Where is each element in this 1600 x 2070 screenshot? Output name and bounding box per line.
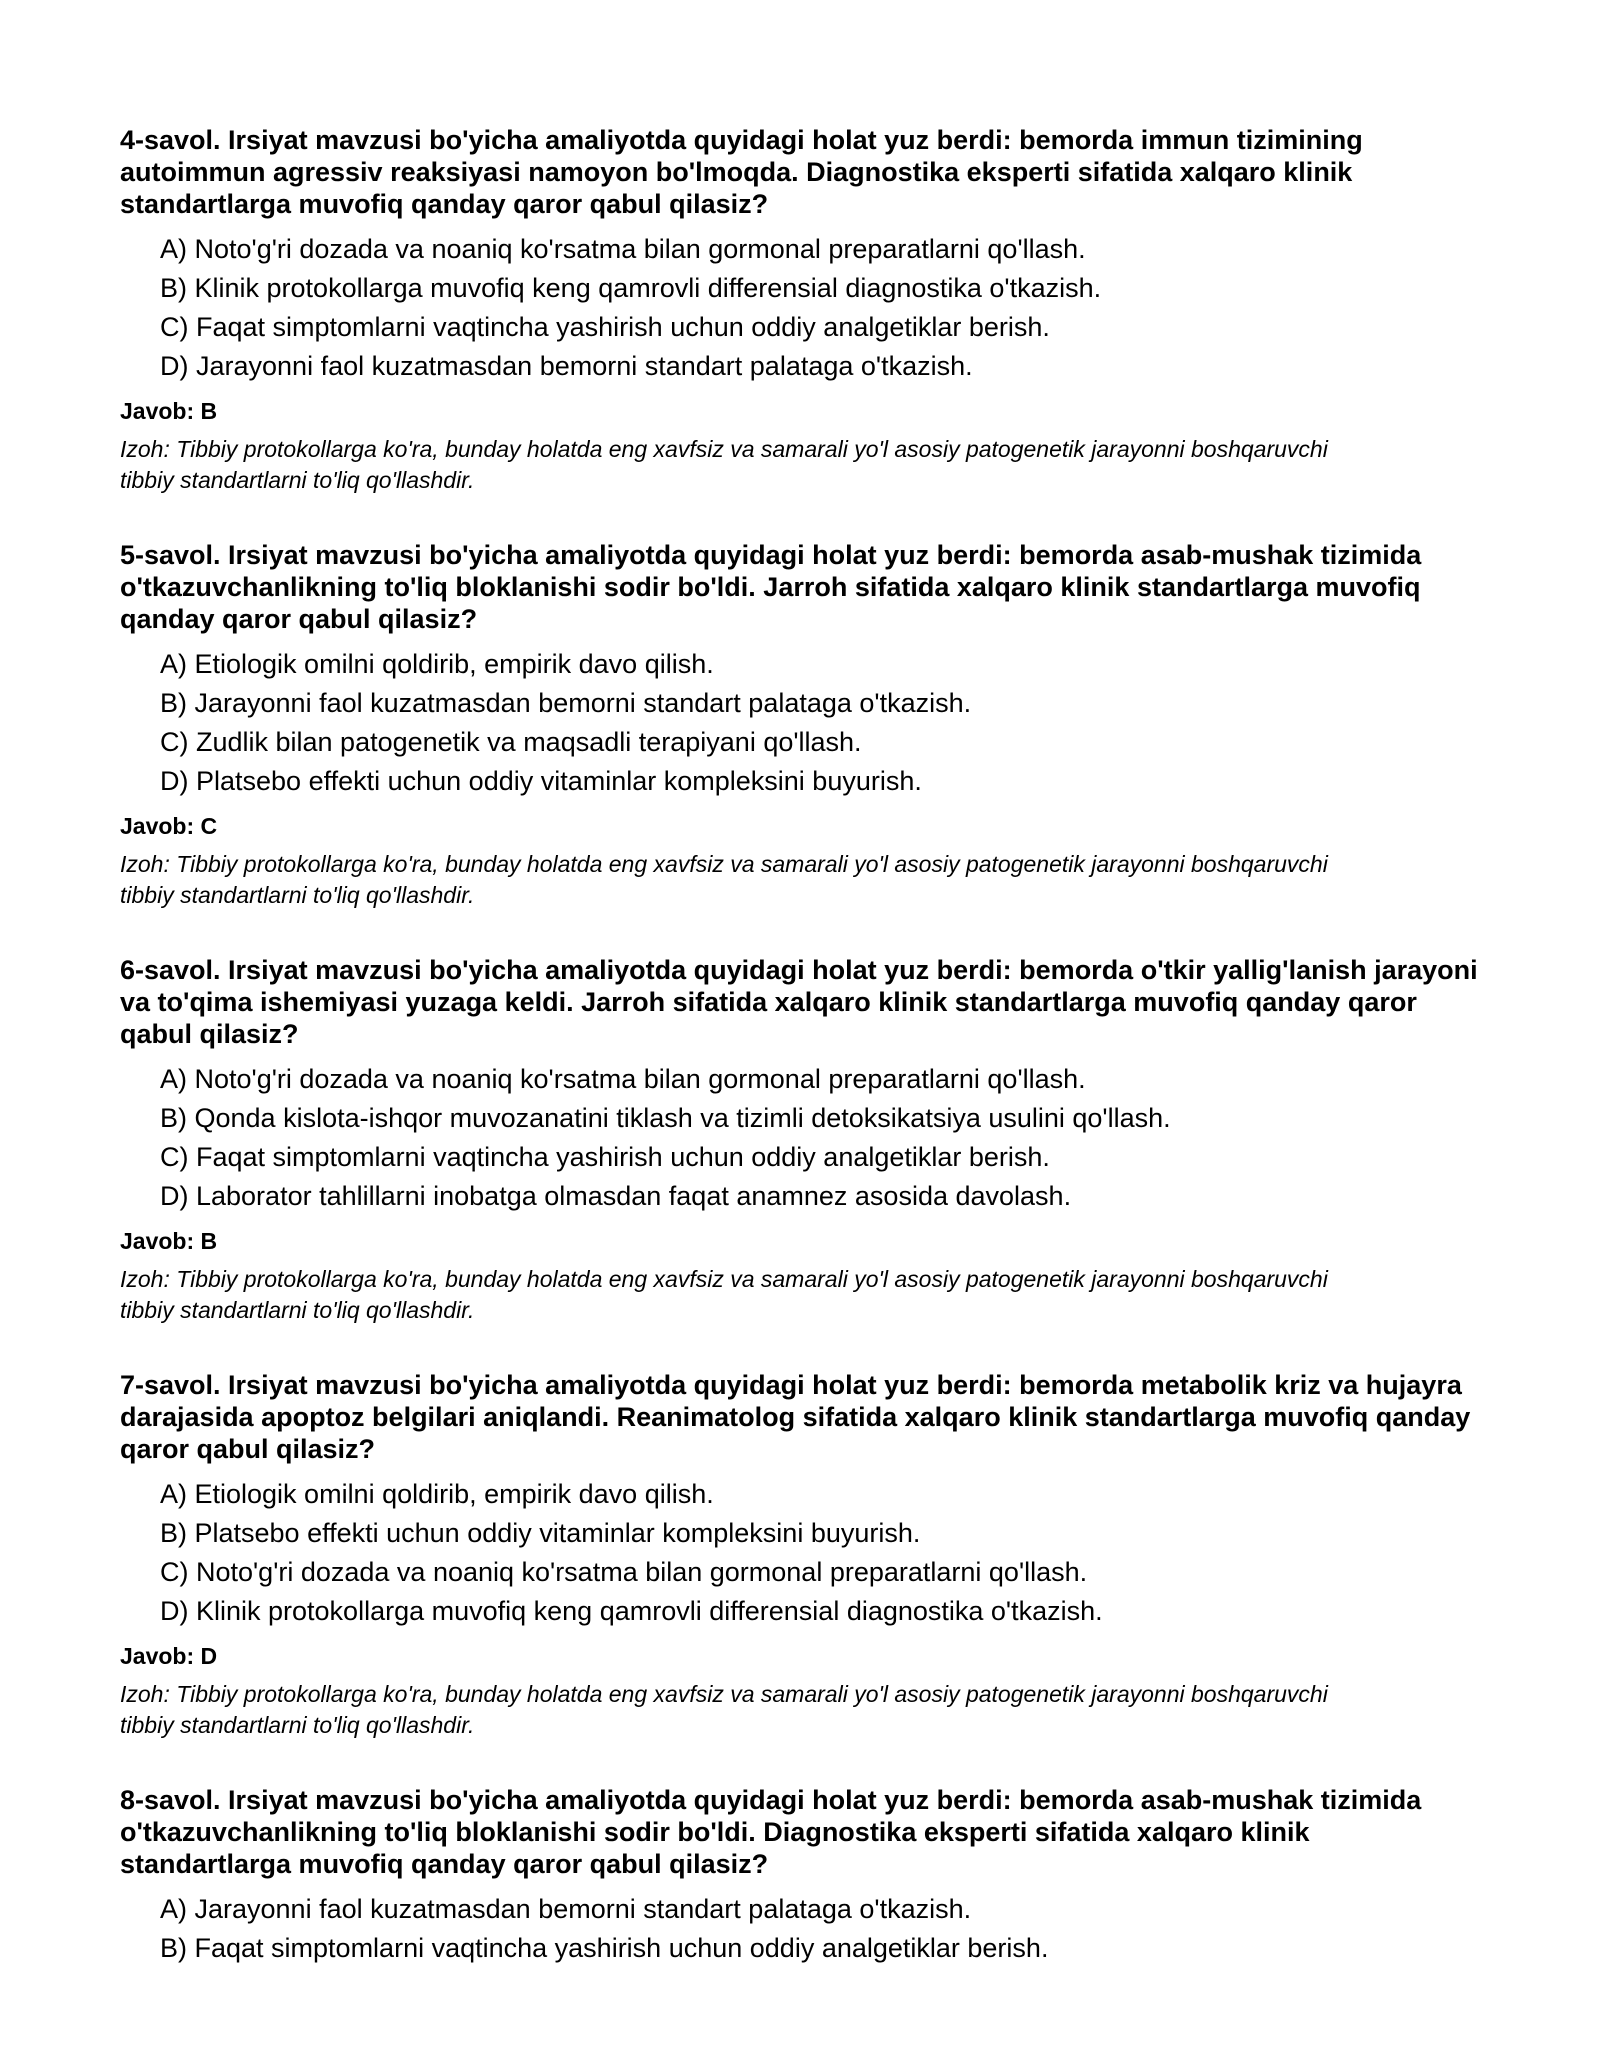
option-b: B) Qonda kislota-ishqor muvozanatini tiklash va tizimli detoksikatsiya usulini qo'llash. <box>160 1103 1171 1133</box>
question-5 <box>120 539 1480 911</box>
explanation-note: Izoh: Tibbiy protokollarga ko'ra, bunday holatda eng xavfsiz va samarali yo'l asosiy patogenetik jarayonni boshqaruvchi tibbiy standartlarni to'liq qo'llashdir. <box>120 1681 1328 1738</box>
option-b: B) Faqat simptomlarni vaqtincha yashirish uchun oddiy analgetiklar berish. <box>160 1933 1049 1963</box>
option-d: D) Jarayonni faol kuzatmasdan bemorni standart palataga o'tkazish. <box>160 351 973 381</box>
option-c: C) Faqat simptomlarni vaqtincha yashirish uchun oddiy analgetiklar berish. <box>160 312 1050 342</box>
question-6 <box>120 954 1480 1326</box>
answer-label: Javob: D <box>120 1643 218 1669</box>
options-list <box>120 1890 1480 1968</box>
option-a: A) Etiologik omilni qoldirib, empirik davo qilish. <box>160 1479 714 1509</box>
explanation-note: Izoh: Tibbiy protokollarga ko'ra, bunday holatda eng xavfsiz va samarali yo'l asosiy patogenetik jarayonni boshqaruvchi tibbiy standartlarni to'liq qo'llashdir. <box>120 436 1328 493</box>
explanation-note: Izoh: Tibbiy protokollarga ko'ra, bunday holatda eng xavfsiz va samarali yo'l asosiy patogenetik jarayonni boshqaruvchi tibbiy standartlarni to'liq qo'llashdir. <box>120 1266 1328 1323</box>
question-7 <box>120 1369 1480 1741</box>
options-list <box>120 230 1480 386</box>
options-list <box>120 645 1480 801</box>
explanation-note: Izoh: Tibbiy protokollarga ko'ra, bunday holatda eng xavfsiz va samarali yo'l asosiy patogenetik jarayonni boshqaruvchi tibbiy standartlarni to'liq qo'llashdir. <box>120 851 1328 908</box>
option-d: D) Klinik protokollarga muvofiq keng qamrovli differensial diagnostika o'tkazish. <box>160 1596 1103 1626</box>
option-a: A) Etiologik omilni qoldirib, empirik davo qilish. <box>160 649 714 679</box>
answer-label: Javob: B <box>120 1228 218 1254</box>
option-c: C) Zudlik bilan patogenetik va maqsadli terapiyani qo'llash. <box>160 727 862 757</box>
question-title: 7-savol. Irsiyat mavzusi bo'yicha amaliyotda quyidagi holat yuz berdi: bemorda metabolik kriz va hujayra darajasida apoptoz belgilari aniqlandi. Reanimatolog sifatida xalqaro klinik standartlarga muvofiq qanday qaror qabul qilasiz? <box>120 1370 1471 1464</box>
option-a: A) Jarayonni faol kuzatmasdan bemorni standart palataga o'tkazish. <box>160 1894 972 1924</box>
options-list <box>120 1475 1480 1631</box>
option-c: C) Faqat simptomlarni vaqtincha yashirish uchun oddiy analgetiklar berish. <box>160 1142 1050 1172</box>
option-c: C) Noto'g'ri dozada va noaniq ko'rsatma bilan gormonal preparatlarni qo'llash. <box>160 1557 1088 1587</box>
option-d: D) Laborator tahlillarni inobatga olmasdan faqat anamnez asosida davolash. <box>160 1181 1072 1211</box>
option-b: B) Klinik protokollarga muvofiq keng qamrovli differensial diagnostika o'tkazish. <box>160 273 1102 303</box>
question-title: 4-savol. Irsiyat mavzusi bo'yicha amaliyotda quyidagi holat yuz berdi: bemorda immun tizimining autoimmun agressiv reaksiyasi namoyon bo'lmoqda. Diagnostika eksperti sifatida xalqaro klinik standartlarga muvofiq qanday qaror qabul qilasiz? <box>120 125 1363 219</box>
option-b: B) Platsebo effekti uchun oddiy vitaminlar kompleksini buyurish. <box>160 1518 921 1548</box>
question-4 <box>120 124 1480 496</box>
answer-label: Javob: B <box>120 398 218 424</box>
question-title: 8-savol. Irsiyat mavzusi bo'yicha amaliyotda quyidagi holat yuz berdi: bemorda asab-mushak tizimida o'tkazuvchanlikning to'liq bloklanishi sodir bo'ldi. Diagnostika eksperti sifatida xalqaro klinik standartlarga muvofiq qanday qaror qabul qilasiz? <box>120 1785 1422 1879</box>
option-d: D) Platsebo effekti uchun oddiy vitaminlar kompleksini buyurish. <box>160 766 922 796</box>
option-a: A) Noto'g'ri dozada va noaniq ko'rsatma bilan gormonal preparatlarni qo'llash. <box>160 234 1086 264</box>
option-a: A) Noto'g'ri dozada va noaniq ko'rsatma bilan gormonal preparatlarni qo'llash. <box>160 1064 1086 1094</box>
options-list <box>120 1060 1480 1216</box>
option-b: B) Jarayonni faol kuzatmasdan bemorni standart palataga o'tkazish. <box>160 688 972 718</box>
question-title: 6-savol. Irsiyat mavzusi bo'yicha amaliyotda quyidagi holat yuz berdi: bemorda o'tkir yallig'lanish jarayoni va to'qima ishemiyasi yuzaga keldi. Jarroh sifatida xalqaro klinik standartlarga muvofiq qanday qaror qabul qilasiz? <box>120 955 1478 1049</box>
answer-label: Javob: C <box>120 813 218 839</box>
question-title: 5-savol. Irsiyat mavzusi bo'yicha amaliyotda quyidagi holat yuz berdi: bemorda asab-mushak tizimida o'tkazuvchanlikning to'liq bloklanishi sodir bo'ldi. Jarroh sifatida xalqaro klinik standartlarga muvofiq qanday qaror qabul qilasiz? <box>120 540 1422 634</box>
document-page <box>120 124 1480 2011</box>
question-8 <box>120 1784 1480 1968</box>
